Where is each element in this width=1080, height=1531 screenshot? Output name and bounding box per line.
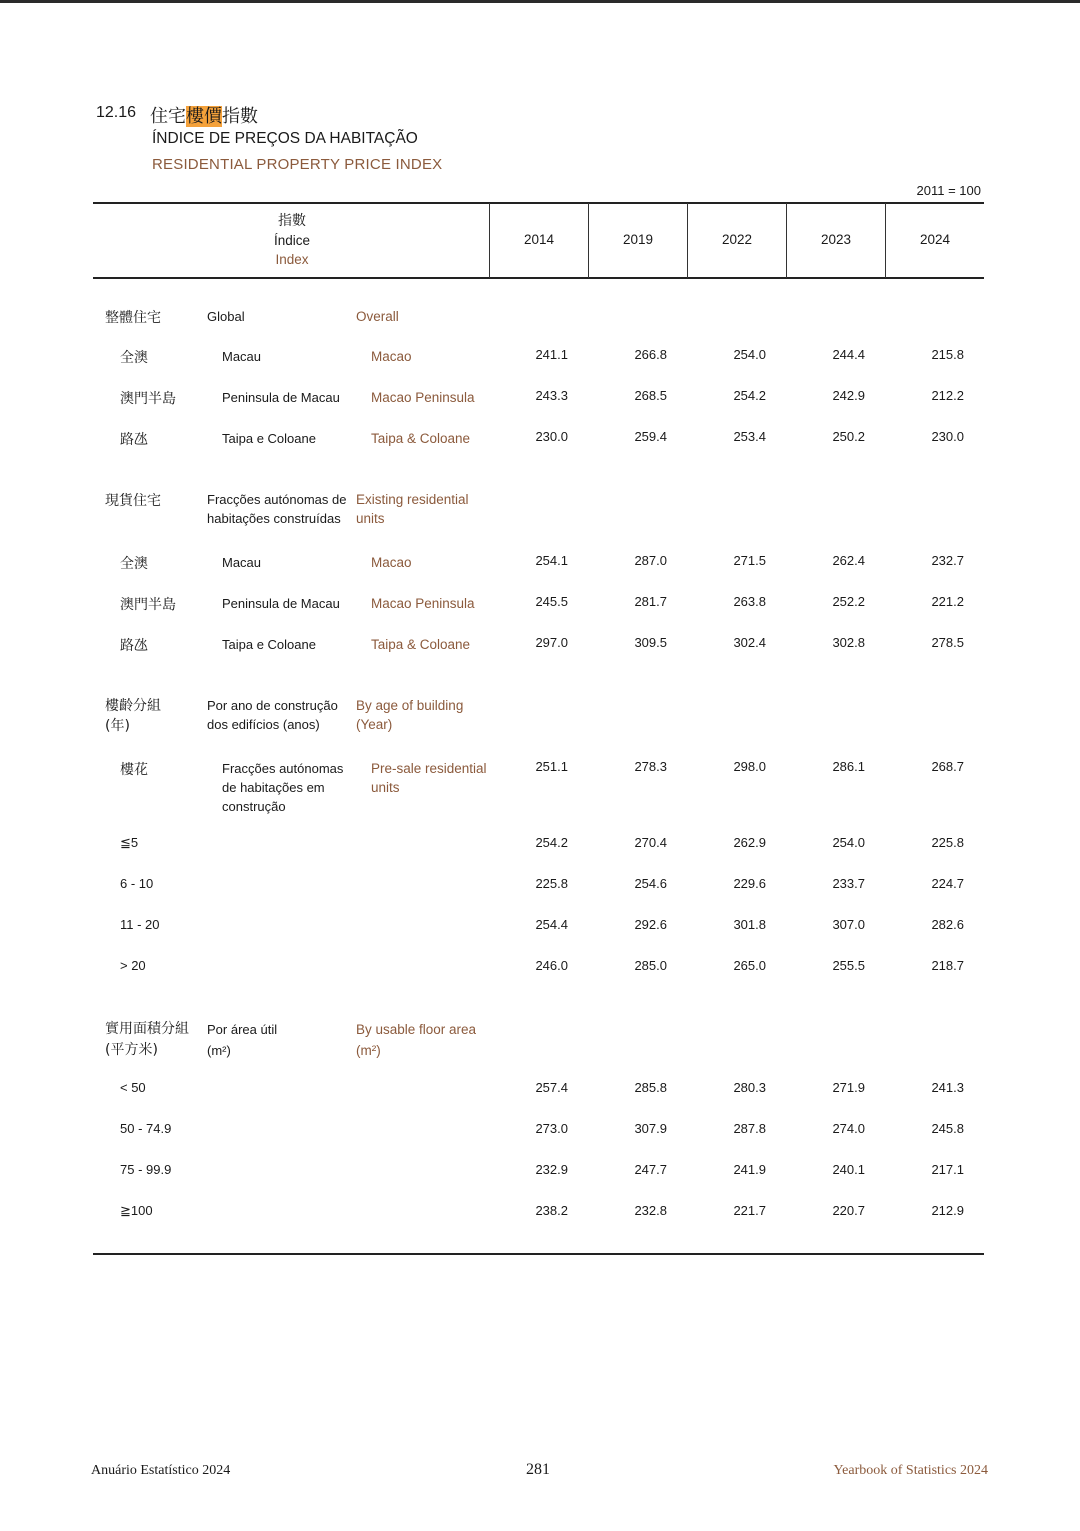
row-label-en: Taipa & Coloane bbox=[371, 431, 471, 446]
title-chinese-part: 住宅 bbox=[150, 106, 186, 127]
header-index-pt: Índice bbox=[273, 233, 311, 248]
cell-value: 302.4 bbox=[733, 635, 766, 650]
table-bottom-rule bbox=[93, 1253, 984, 1255]
cell-value: 247.7 bbox=[634, 1162, 667, 1177]
section-label-en: By age of building (Year) bbox=[356, 698, 464, 732]
cell-value: 241.9 bbox=[733, 1162, 766, 1177]
cell-value: 218.7 bbox=[931, 958, 964, 973]
footer-publication-pt: Anuário Estatístico 2024 bbox=[91, 1463, 231, 1478]
cell-value: 246.0 bbox=[535, 958, 568, 973]
row-label-pt: Macau bbox=[222, 555, 262, 570]
cell-value: 280.3 bbox=[733, 1080, 766, 1095]
cell-value: 245.5 bbox=[535, 594, 568, 609]
cell-value: 278.5 bbox=[931, 635, 964, 650]
row-label: ≧100 bbox=[120, 1203, 153, 1218]
section-label-pt: Por ano de construção dos edifícios (anos) bbox=[207, 698, 338, 732]
row-label-pt: Fracções autónomas de habitações em construção bbox=[222, 761, 344, 814]
cell-value: 212.2 bbox=[931, 388, 964, 403]
cell-value: 220.7 bbox=[832, 1203, 865, 1218]
row-label-zh: 樓花 bbox=[120, 762, 148, 778]
cell-value: 225.8 bbox=[931, 835, 964, 850]
cell-value: 253.4 bbox=[733, 429, 766, 444]
cell-value: 240.1 bbox=[832, 1162, 865, 1177]
title-chinese-part: 指數 bbox=[222, 106, 258, 127]
row-label-en: Taipa & Coloane bbox=[371, 637, 471, 652]
cell-value: 271.9 bbox=[832, 1080, 865, 1095]
section-label-en: By usable floor area (m²) bbox=[356, 1022, 477, 1058]
cell-value: 274.0 bbox=[832, 1121, 865, 1136]
cell-value: 221.7 bbox=[733, 1203, 766, 1218]
row-label-zh: 路氹 bbox=[120, 432, 148, 448]
cell-value: 224.7 bbox=[931, 876, 964, 891]
row-label: > 20 bbox=[120, 958, 146, 973]
cell-value: 250.2 bbox=[832, 429, 865, 444]
cell-value: 221.2 bbox=[931, 594, 964, 609]
cell-value: 262.9 bbox=[733, 835, 766, 850]
section-label-pt: Fracções autónomas de habitações construídas bbox=[207, 492, 347, 526]
cell-value: 259.4 bbox=[634, 429, 667, 444]
cell-value: 286.1 bbox=[832, 759, 865, 774]
cell-value: 262.4 bbox=[832, 553, 865, 568]
cell-value: 243.3 bbox=[535, 388, 568, 403]
row-label: 11 - 20 bbox=[120, 917, 160, 932]
cell-value: 257.4 bbox=[535, 1080, 568, 1095]
row-label: 50 - 74.9 bbox=[120, 1121, 172, 1136]
row-label: ≦5 bbox=[120, 835, 139, 850]
cell-value: 245.8 bbox=[931, 1121, 964, 1136]
title-chinese bbox=[150, 102, 258, 128]
cell-value: 298.0 bbox=[733, 759, 766, 774]
section-label-zh: 現貨住宅 bbox=[105, 493, 161, 509]
footer-publication-en: Yearbook of Statistics 2024 bbox=[833, 1463, 988, 1478]
section-label-pt: Por área útil (m²) bbox=[207, 1022, 278, 1058]
cell-value: 287.0 bbox=[634, 553, 667, 568]
row-label-en: Pre-sale residential units bbox=[371, 761, 487, 795]
cell-value: 230.0 bbox=[931, 429, 964, 444]
cell-value: 232.7 bbox=[931, 553, 964, 568]
cell-value: 252.2 bbox=[832, 594, 865, 609]
header-year: 2019 bbox=[622, 232, 654, 247]
section-label-zh: 樓齡分組 (年) bbox=[105, 698, 161, 734]
cell-value: 254.2 bbox=[535, 835, 568, 850]
cell-value: 217.1 bbox=[931, 1162, 964, 1177]
cell-value: 254.6 bbox=[634, 876, 667, 891]
header-index-zh: 指數 bbox=[278, 213, 306, 229]
base-year-note: 2011 = 100 bbox=[916, 183, 981, 198]
header-year: 2014 bbox=[523, 232, 555, 247]
table-number: 12.16 bbox=[96, 104, 137, 121]
header-index-label bbox=[232, 212, 352, 269]
cell-value: 278.3 bbox=[634, 759, 667, 774]
row-label-zh: 全澳 bbox=[120, 556, 148, 572]
row-label: < 50 bbox=[120, 1080, 146, 1095]
header-year: 2024 bbox=[919, 232, 951, 247]
cell-value: 271.5 bbox=[733, 553, 766, 568]
cell-value: 232.9 bbox=[535, 1162, 568, 1177]
cell-value: 309.5 bbox=[634, 635, 667, 650]
row-label-zh: 澳門半島 bbox=[120, 391, 176, 407]
cell-value: 285.0 bbox=[634, 958, 667, 973]
row-label-pt: Macau bbox=[222, 349, 262, 364]
cell-value: 225.8 bbox=[535, 876, 568, 891]
cell-value: 242.9 bbox=[832, 388, 865, 403]
header-index-en: Index bbox=[275, 252, 309, 267]
top-border bbox=[0, 0, 1080, 3]
cell-value: 233.7 bbox=[832, 876, 865, 891]
section-label-en: Existing residential units bbox=[356, 492, 469, 526]
cell-value: 302.8 bbox=[832, 635, 865, 650]
table-top-rule bbox=[93, 202, 984, 204]
row-label-pt: Taipa e Coloane bbox=[222, 431, 316, 446]
cell-value: 268.7 bbox=[931, 759, 964, 774]
cell-value: 229.6 bbox=[733, 876, 766, 891]
row-label-pt: Taipa e Coloane bbox=[222, 637, 316, 652]
row-label: 75 - 99.9 bbox=[120, 1162, 172, 1177]
cell-value: 297.0 bbox=[535, 635, 568, 650]
cell-value: 287.8 bbox=[733, 1121, 766, 1136]
title-portuguese: ÍNDICE DE PREÇOS DA HABITAÇÃO bbox=[152, 130, 418, 147]
highlighted-text: 樓價 bbox=[186, 106, 222, 127]
cell-value: 266.8 bbox=[634, 347, 667, 362]
cell-value: 254.2 bbox=[733, 388, 766, 403]
row-label-en: Macao bbox=[371, 555, 412, 570]
cell-value: 270.4 bbox=[634, 835, 667, 850]
cell-value: 263.8 bbox=[733, 594, 766, 609]
cell-value: 268.5 bbox=[634, 388, 667, 403]
cell-value: 232.8 bbox=[634, 1203, 667, 1218]
cell-value: 254.0 bbox=[832, 835, 865, 850]
section-label-en: Overall bbox=[356, 309, 399, 324]
cell-value: 282.6 bbox=[931, 917, 964, 932]
header-bottom-rule bbox=[93, 277, 984, 279]
row-label-en: Macao bbox=[371, 349, 412, 364]
cell-value: 254.0 bbox=[733, 347, 766, 362]
cell-value: 307.0 bbox=[832, 917, 865, 932]
row-label-en: Macao Peninsula bbox=[371, 390, 475, 405]
row-label-en: Macao Peninsula bbox=[371, 596, 475, 611]
title-english: RESIDENTIAL PROPERTY PRICE INDEX bbox=[152, 156, 443, 173]
cell-value: 254.1 bbox=[535, 553, 568, 568]
header-year: 2023 bbox=[820, 232, 852, 247]
cell-value: 292.6 bbox=[634, 917, 667, 932]
cell-value: 244.4 bbox=[832, 347, 865, 362]
cell-value: 301.8 bbox=[733, 917, 766, 932]
row-label-zh: 路氹 bbox=[120, 638, 148, 654]
cell-value: 307.9 bbox=[634, 1121, 667, 1136]
cell-value: 254.4 bbox=[535, 917, 568, 932]
row-label-zh: 全澳 bbox=[120, 350, 148, 366]
cell-value: 281.7 bbox=[634, 594, 667, 609]
cell-value: 241.3 bbox=[931, 1080, 964, 1095]
section-label-zh: 整體住宅 bbox=[105, 310, 161, 326]
cell-value: 212.9 bbox=[931, 1203, 964, 1218]
cell-value: 255.5 bbox=[832, 958, 865, 973]
cell-value: 230.0 bbox=[535, 429, 568, 444]
cell-value: 285.8 bbox=[634, 1080, 667, 1095]
page-number: 281 bbox=[526, 1461, 550, 1478]
row-label-pt: Peninsula de Macau bbox=[222, 390, 340, 405]
row-label: 6 - 10 bbox=[120, 876, 154, 891]
section-label-zh: 實用面積分組 (平方米) bbox=[105, 1021, 189, 1058]
row-label-zh: 澳門半島 bbox=[120, 597, 176, 613]
cell-value: 215.8 bbox=[931, 347, 964, 362]
section-label-pt: Global bbox=[207, 309, 245, 324]
cell-value: 251.1 bbox=[535, 759, 568, 774]
cell-value: 273.0 bbox=[535, 1121, 568, 1136]
header-year: 2022 bbox=[721, 232, 753, 247]
cell-value: 241.1 bbox=[535, 347, 568, 362]
cell-value: 238.2 bbox=[535, 1203, 568, 1218]
cell-value: 265.0 bbox=[733, 958, 766, 973]
row-label-pt: Peninsula de Macau bbox=[222, 596, 340, 611]
